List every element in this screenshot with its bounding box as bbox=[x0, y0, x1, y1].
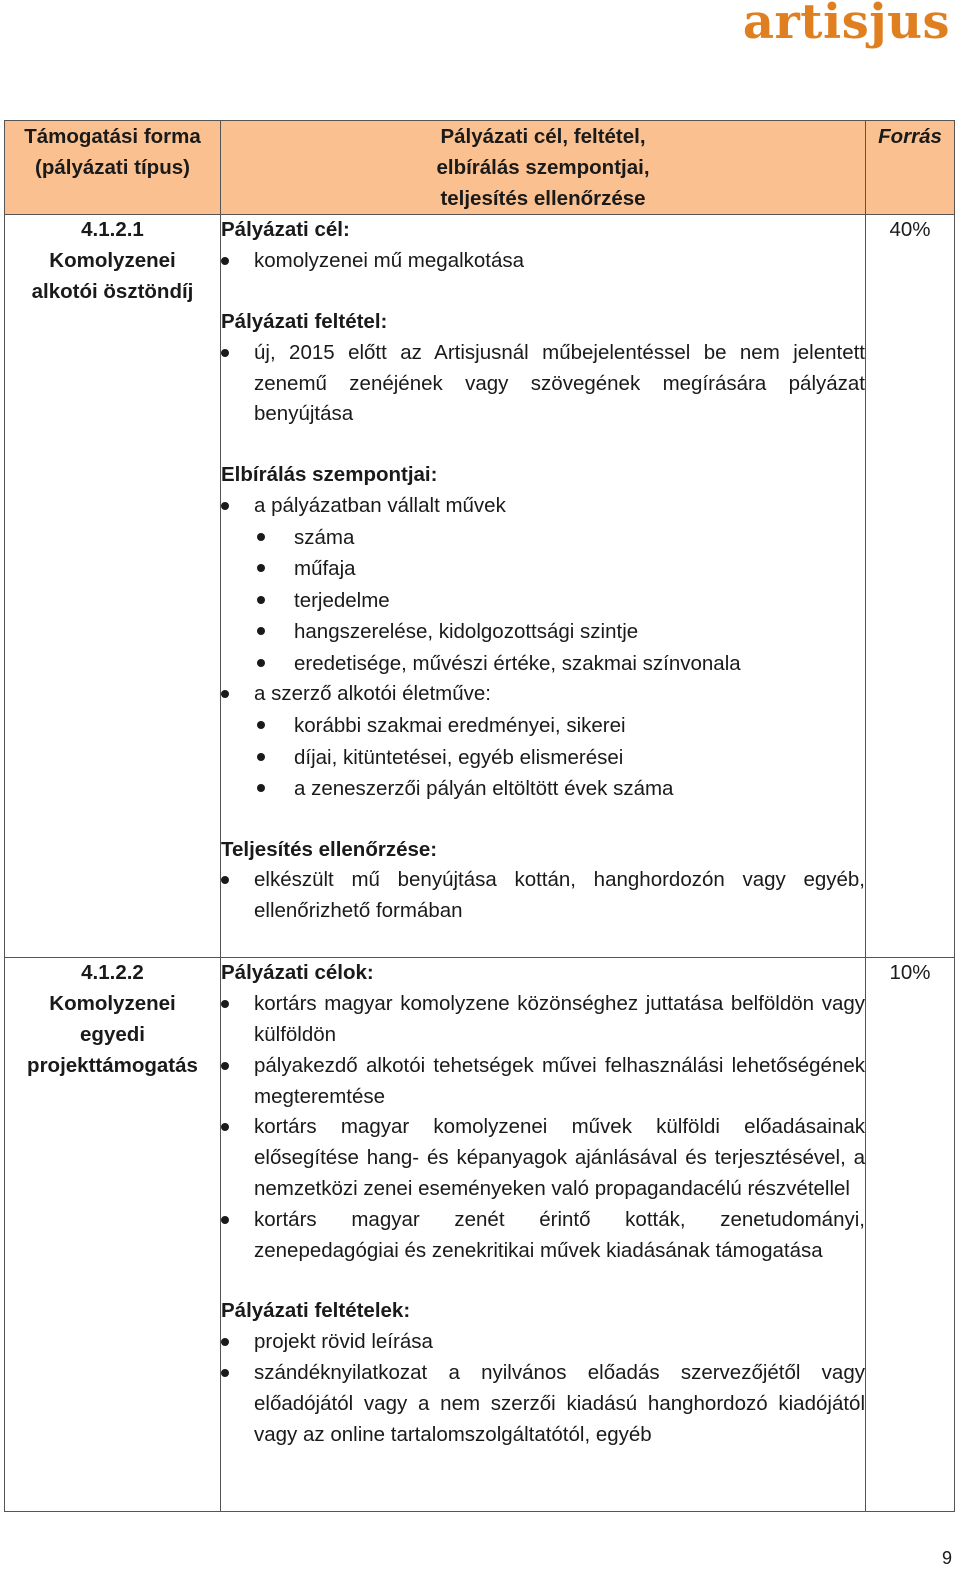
list-item-text: projekt rövid leírása bbox=[254, 1330, 433, 1354]
list-item-text: kortárs magyar komolyzenei művek külföldi előadásainak elősegítése hang- és képanyagok ajánlásával és terjesztésével, a nemzetközi zenei eseményeken való propagandacélú részvétellel bbox=[254, 1115, 865, 1200]
sub-list-item-text: terjedelme bbox=[294, 588, 390, 612]
list-item bbox=[221, 1112, 865, 1204]
source-percent-cell: 10% bbox=[866, 958, 955, 1512]
bullet-icon bbox=[257, 533, 265, 541]
sub-bullet-list bbox=[254, 522, 865, 680]
sub-bullet-list bbox=[254, 710, 865, 805]
sub-list-item bbox=[254, 522, 865, 554]
bullet-icon bbox=[257, 596, 265, 604]
support-type-line: egyedi bbox=[80, 1022, 145, 1046]
bullet-icon bbox=[221, 1123, 229, 1131]
section-spacer bbox=[221, 277, 865, 307]
list-item bbox=[221, 246, 865, 277]
list-item bbox=[221, 989, 865, 1051]
bullet-list bbox=[221, 246, 865, 277]
sub-list-item-text: korábbi szakmai eredményei, sikerei bbox=[294, 714, 626, 738]
sub-list-item-text: száma bbox=[294, 525, 355, 549]
section-spacer bbox=[221, 1266, 865, 1296]
bullet-icon bbox=[221, 349, 229, 357]
header-line: Támogatási forma bbox=[24, 125, 201, 148]
list-item-text: pályakezdő alkotói tehetségek művei felhasználási lehetőségének megteremtése bbox=[254, 1053, 865, 1108]
header-line: Pályázati cél, feltétel, bbox=[440, 125, 646, 148]
section-title: Pályázati feltétel: bbox=[221, 309, 388, 333]
sub-list-item bbox=[254, 648, 865, 680]
bullet-icon bbox=[221, 257, 229, 265]
bullet-icon bbox=[221, 1369, 229, 1377]
support-forms-table bbox=[4, 120, 955, 1512]
bullet-icon bbox=[257, 659, 265, 667]
sub-list-item bbox=[254, 742, 865, 774]
list-item-text: a pályázatban vállalt művek bbox=[254, 493, 506, 517]
bullet-icon bbox=[221, 1000, 229, 1008]
table-row bbox=[5, 958, 955, 1512]
support-type-line: Komolyzenei bbox=[49, 249, 176, 273]
bullet-icon bbox=[257, 753, 265, 761]
section-spacer bbox=[221, 805, 865, 835]
list-item bbox=[221, 491, 865, 679]
header-line: (pályázati típus) bbox=[35, 155, 190, 179]
bullet-list bbox=[221, 491, 865, 805]
sub-list-item-text: a zeneszerzői pályán eltöltött évek száma bbox=[294, 777, 674, 801]
section-title: Elbírálás szempontjai: bbox=[221, 463, 438, 487]
header-goals-conditions bbox=[221, 121, 866, 215]
sub-list-item bbox=[254, 710, 865, 742]
bullet-icon bbox=[257, 564, 265, 572]
support-type-line: Komolyzenei bbox=[49, 992, 176, 1016]
bullet-icon bbox=[221, 690, 229, 698]
support-type-line: 4.1.2.2 bbox=[81, 961, 144, 985]
bullet-icon bbox=[257, 784, 265, 792]
section-spacer bbox=[221, 430, 865, 460]
section-title: Pályázati célok: bbox=[221, 961, 374, 985]
bullet-icon bbox=[257, 721, 265, 729]
list-item-text: kortárs magyar komolyzene közönséghez juttatása belföldön vagy külföldön bbox=[254, 992, 865, 1046]
section-title: Pályázati feltételek: bbox=[221, 1299, 411, 1323]
list-item bbox=[221, 1358, 865, 1450]
section-title: Pályázati cél: bbox=[221, 218, 350, 242]
support-type-line: projekttámogatás bbox=[27, 1053, 198, 1077]
header-support-form bbox=[5, 121, 221, 215]
sub-list-item-text: hangszerelése, kidolgozottsági szintje bbox=[294, 620, 639, 644]
list-item-text: elkészült mű benyújtása kottán, hanghordozón vagy egyéb, ellenőrizhető formában bbox=[254, 868, 865, 923]
sub-list-item bbox=[254, 553, 865, 585]
bullet-list bbox=[221, 865, 865, 927]
support-type-cell bbox=[5, 215, 221, 958]
list-item-text: szándéknyilatkozat a nyilvános előadás szervezőjétől vagy előadójától vagy a nem szerzői kiadású hanghordozó kiadójától vagy az online tartalomszolgáltatótól, egyéb bbox=[254, 1360, 865, 1446]
list-item bbox=[221, 1051, 865, 1113]
section-title: Teljesítés ellenőrzése: bbox=[221, 837, 438, 861]
header-line: elbírálás szempontjai, bbox=[436, 155, 650, 179]
list-item bbox=[221, 1205, 865, 1267]
bullet-icon bbox=[221, 1338, 229, 1346]
support-type-cell bbox=[5, 958, 221, 1512]
requirements-cell bbox=[221, 215, 866, 958]
bullet-icon bbox=[221, 502, 229, 510]
support-type-line: alkotói ösztöndíj bbox=[31, 279, 194, 303]
sub-list-item bbox=[254, 616, 865, 648]
source-percent-cell: 40% bbox=[866, 215, 955, 958]
header-source: Forrás bbox=[866, 121, 955, 215]
sub-list-item bbox=[254, 585, 865, 617]
sub-list-item bbox=[254, 773, 865, 805]
sub-list-item-text: műfaja bbox=[294, 557, 356, 581]
list-item-text: új, 2015 előtt az Artisjusnál műbejelentéssel be nem jelentett zenemű zenéjének vagy szövegének megírására pályázat benyújtása bbox=[254, 340, 865, 426]
header-line: teljesítés ellenőrzése bbox=[440, 186, 646, 210]
list-item bbox=[221, 679, 865, 804]
list-item bbox=[221, 1327, 865, 1358]
table-header-row bbox=[5, 121, 955, 215]
table-row bbox=[5, 215, 955, 958]
artisjus-logo: artisjus bbox=[742, 0, 950, 50]
bullet-icon bbox=[221, 876, 229, 884]
list-item bbox=[221, 338, 865, 430]
support-type-line: 4.1.2.1 bbox=[81, 218, 144, 242]
bullet-list bbox=[221, 338, 865, 430]
bullet-icon bbox=[221, 1216, 229, 1224]
page-number: 9 bbox=[941, 1548, 952, 1568]
list-item-text: komolyzenei mű megalkotása bbox=[254, 249, 525, 273]
bullet-icon bbox=[257, 627, 265, 635]
bullet-list bbox=[221, 989, 865, 1266]
sub-list-item-text: eredetisége, művészi értéke, szakmai színvonala bbox=[294, 651, 741, 675]
list-item bbox=[221, 865, 865, 927]
requirements-cell bbox=[221, 958, 866, 1512]
list-item-text: kortárs magyar zenét érintő kották, zenetudományi, zenepedagógiai és zenekritikai művek kiadásának támogatása bbox=[254, 1207, 865, 1262]
bullet-icon bbox=[221, 1062, 229, 1070]
sub-list-item-text: díjai, kitüntetései, egyéb elismerései bbox=[294, 745, 624, 769]
list-item-text: a szerző alkotói életműve: bbox=[254, 682, 492, 706]
bullet-list bbox=[221, 1327, 865, 1450]
